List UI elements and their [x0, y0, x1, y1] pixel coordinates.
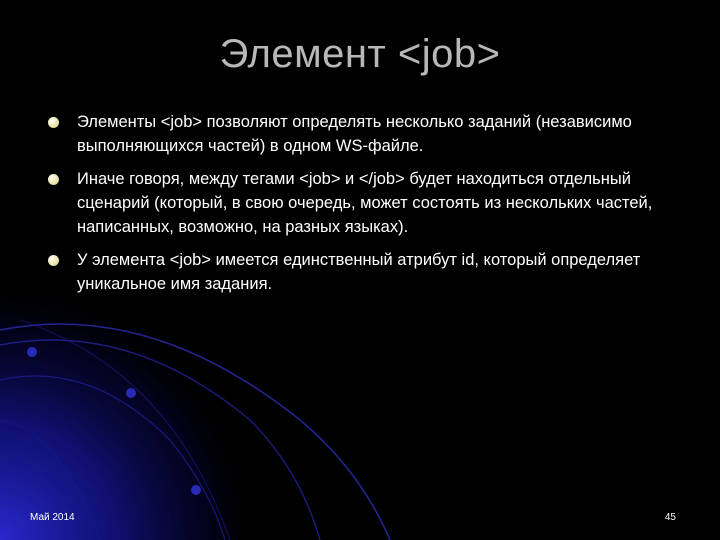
bullet-dot-icon — [48, 117, 59, 128]
orbit-dot — [27, 347, 37, 357]
footer-date: Май 2014 — [30, 512, 75, 523]
bullet-item — [48, 248, 688, 296]
bullet-item — [48, 167, 688, 239]
bullet-item — [48, 110, 688, 158]
bullet-text: У элемента <job> имеется единственный атрибут id, который определяет уникальное имя задания. — [77, 251, 641, 293]
bullet-text: Иначе говоря, между тегами <job> и </job> будет находиться отдельный сценарий (который, в свою очередь, может состоять из нескольких частей, написанных, возможно, на разных языках). — [77, 170, 653, 236]
orbit-dot — [126, 388, 136, 398]
bullet-list — [48, 110, 688, 305]
slide-title: Элемент <job> — [219, 32, 501, 76]
bullet-text: Элементы <job> позволяют определять несколько заданий (независимо выполняющихся частей) в одном WS-файле. — [77, 113, 632, 155]
blue-glow — [0, 280, 300, 540]
bullet-dot-icon — [48, 255, 59, 266]
bullet-dot-icon — [48, 174, 59, 185]
page-number: 45 — [664, 512, 676, 523]
orbit-dot — [191, 485, 201, 495]
